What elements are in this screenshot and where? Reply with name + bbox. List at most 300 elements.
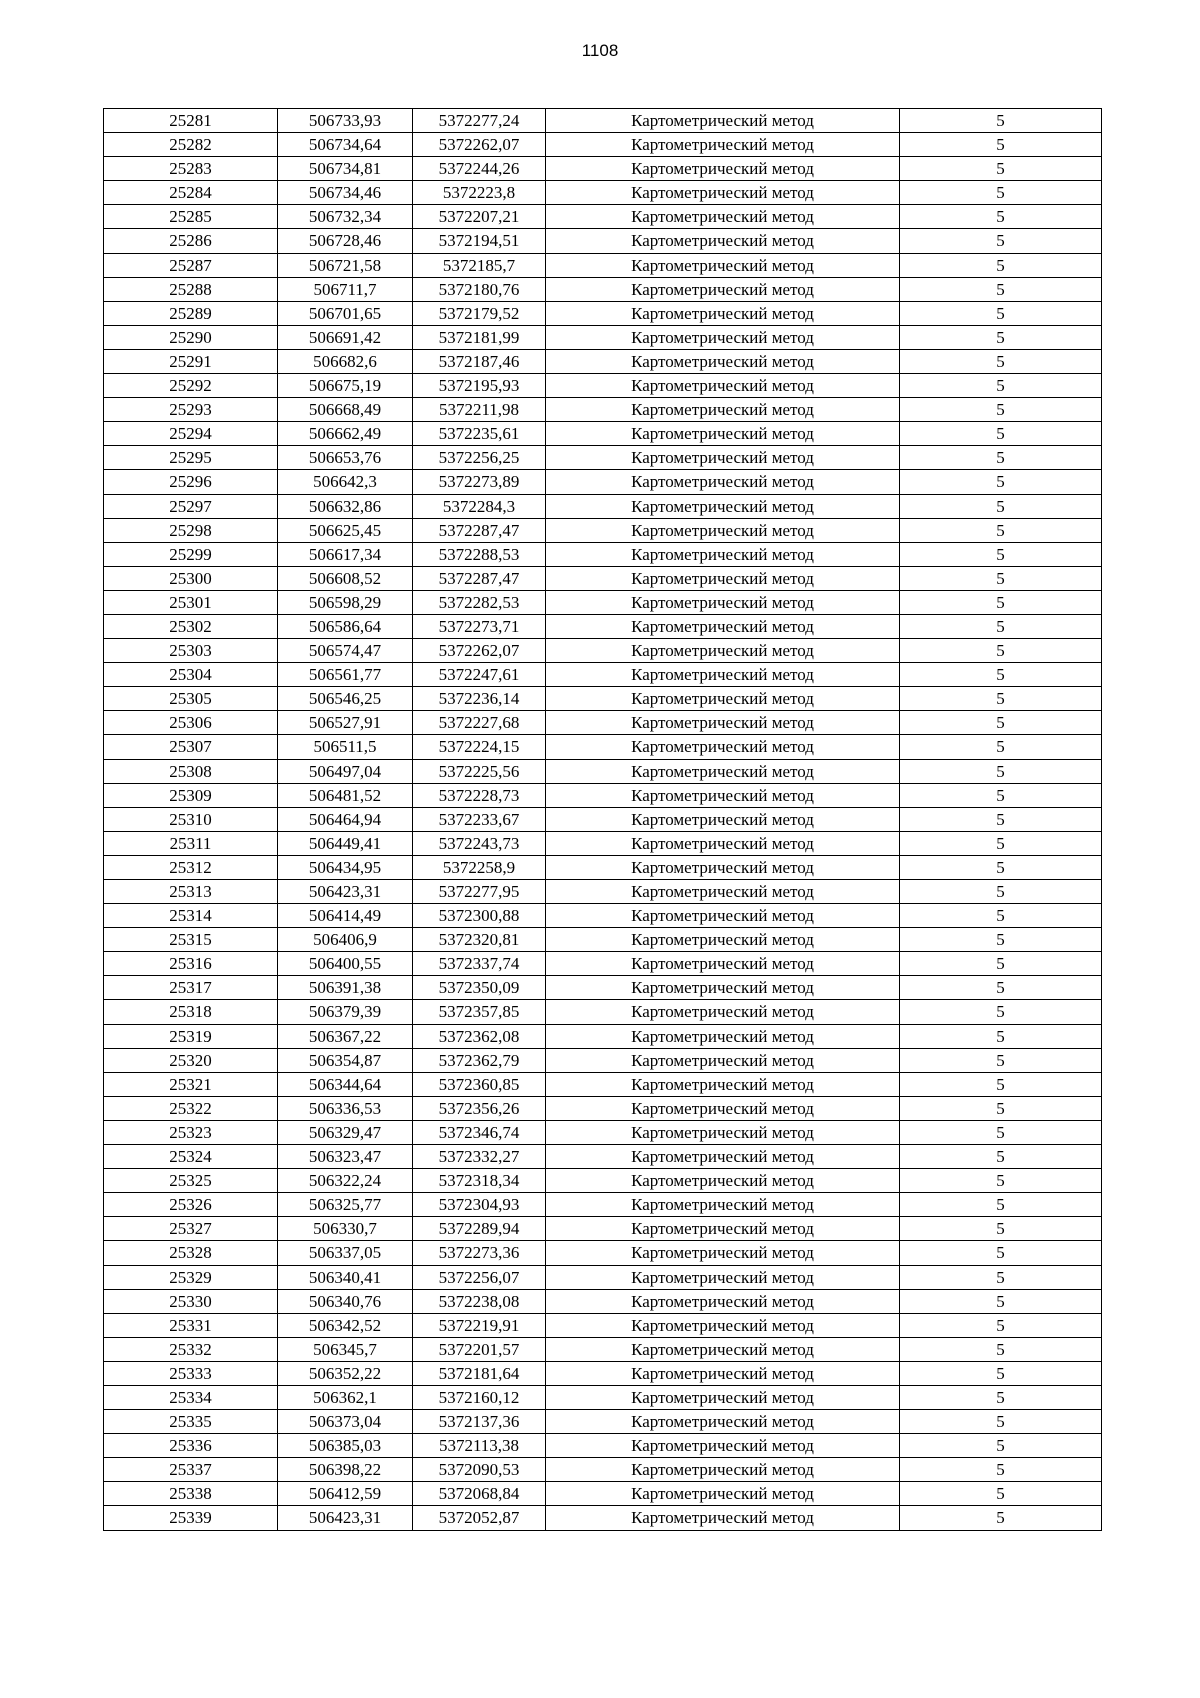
table-row [104,1072,1102,1096]
x-coordinate-cell: 506574,47 [278,639,413,663]
y-coordinate-cell: 5372185,7 [413,253,546,277]
point-number-cell: 25325 [104,1169,278,1193]
point-number-cell: 25289 [104,301,278,325]
method-cell: Картометрический метод [546,687,900,711]
x-coordinate-cell: 506668,49 [278,398,413,422]
accuracy-cell: 5 [900,1096,1102,1120]
accuracy-cell: 5 [900,1241,1102,1265]
accuracy-cell: 5 [900,1193,1102,1217]
method-cell: Картометрический метод [546,1048,900,1072]
accuracy-cell: 5 [900,1169,1102,1193]
x-coordinate-cell: 506497,04 [278,759,413,783]
point-number-cell: 25308 [104,759,278,783]
y-coordinate-cell: 5372238,08 [413,1289,546,1313]
table-row [104,446,1102,470]
x-coordinate-cell: 506598,29 [278,590,413,614]
point-number-cell: 25315 [104,928,278,952]
y-coordinate-cell: 5372233,67 [413,807,546,831]
point-number-cell: 25293 [104,398,278,422]
x-coordinate-cell: 506414,49 [278,904,413,928]
accuracy-cell: 5 [900,614,1102,638]
point-number-cell: 25321 [104,1072,278,1096]
method-cell: Картометрический метод [546,1193,900,1217]
accuracy-cell: 5 [900,1434,1102,1458]
method-cell: Картометрический метод [546,1265,900,1289]
x-coordinate-cell: 506511,5 [278,735,413,759]
accuracy-cell: 5 [900,663,1102,687]
y-coordinate-cell: 5372318,34 [413,1169,546,1193]
point-number-cell: 25309 [104,783,278,807]
x-coordinate-cell: 506323,47 [278,1145,413,1169]
method-cell: Картометрический метод [546,398,900,422]
x-coordinate-cell: 506344,64 [278,1072,413,1096]
accuracy-cell: 5 [900,783,1102,807]
accuracy-cell: 5 [900,759,1102,783]
table-row [104,133,1102,157]
accuracy-cell: 5 [900,639,1102,663]
x-coordinate-cell: 506342,52 [278,1313,413,1337]
y-coordinate-cell: 5372284,3 [413,494,546,518]
method-cell: Картометрический метод [546,1024,900,1048]
table-row [104,952,1102,976]
y-coordinate-cell: 5372277,95 [413,880,546,904]
x-coordinate-cell: 506691,42 [278,325,413,349]
method-cell: Картометрический метод [546,590,900,614]
method-cell: Картометрический метод [546,229,900,253]
y-coordinate-cell: 5372337,74 [413,952,546,976]
method-cell: Картометрический метод [546,301,900,325]
point-number-cell: 25318 [104,1000,278,1024]
y-coordinate-cell: 5372258,9 [413,855,546,879]
x-coordinate-cell: 506546,25 [278,687,413,711]
table-row [104,1385,1102,1409]
x-coordinate-cell: 506412,59 [278,1482,413,1506]
table-row [104,880,1102,904]
table-row [104,1193,1102,1217]
y-coordinate-cell: 5372262,07 [413,639,546,663]
table-row [104,1145,1102,1169]
table-row [104,542,1102,566]
table-row [104,1289,1102,1313]
x-coordinate-cell: 506322,24 [278,1169,413,1193]
point-number-cell: 25298 [104,518,278,542]
x-coordinate-cell: 506625,45 [278,518,413,542]
point-number-cell: 25303 [104,639,278,663]
method-cell: Картометрический метод [546,205,900,229]
y-coordinate-cell: 5372346,74 [413,1120,546,1144]
method-cell: Картометрический метод [546,133,900,157]
method-cell: Картометрический метод [546,1482,900,1506]
y-coordinate-cell: 5372227,68 [413,711,546,735]
y-coordinate-cell: 5372181,99 [413,325,546,349]
y-coordinate-cell: 5372273,89 [413,470,546,494]
method-cell: Картометрический метод [546,1385,900,1409]
table-row [104,735,1102,759]
accuracy-cell: 5 [900,253,1102,277]
y-coordinate-cell: 5372228,73 [413,783,546,807]
y-coordinate-cell: 5372277,24 [413,109,546,133]
point-number-cell: 25339 [104,1506,278,1530]
method-cell: Картометрический метод [546,1072,900,1096]
y-coordinate-cell: 5372256,25 [413,446,546,470]
accuracy-cell: 5 [900,566,1102,590]
point-number-cell: 25329 [104,1265,278,1289]
method-cell: Картометрический метод [546,1313,900,1337]
x-coordinate-cell: 506398,22 [278,1458,413,1482]
table-row [104,639,1102,663]
point-number-cell: 25326 [104,1193,278,1217]
x-coordinate-cell: 506464,94 [278,807,413,831]
x-coordinate-cell: 506586,64 [278,614,413,638]
x-coordinate-cell: 506423,31 [278,1506,413,1530]
y-coordinate-cell: 5372235,61 [413,422,546,446]
method-cell: Картометрический метод [546,1289,900,1313]
x-coordinate-cell: 506406,9 [278,928,413,952]
point-number-cell: 25322 [104,1096,278,1120]
table-row [104,663,1102,687]
x-coordinate-cell: 506608,52 [278,566,413,590]
point-number-cell: 25294 [104,422,278,446]
method-cell: Картометрический метод [546,711,900,735]
x-coordinate-cell: 506632,86 [278,494,413,518]
point-number-cell: 25301 [104,590,278,614]
accuracy-cell: 5 [900,277,1102,301]
x-coordinate-cell: 506701,65 [278,301,413,325]
point-number-cell: 25332 [104,1337,278,1361]
y-coordinate-cell: 5372113,38 [413,1434,546,1458]
table-row [104,1217,1102,1241]
point-number-cell: 25283 [104,157,278,181]
accuracy-cell: 5 [900,542,1102,566]
method-cell: Картометрический метод [546,1506,900,1530]
point-number-cell: 25307 [104,735,278,759]
x-coordinate-cell: 506662,49 [278,422,413,446]
table-row [104,1313,1102,1337]
point-number-cell: 25314 [104,904,278,928]
accuracy-cell: 5 [900,205,1102,229]
point-number-cell: 25297 [104,494,278,518]
y-coordinate-cell: 5372090,53 [413,1458,546,1482]
x-coordinate-cell: 506367,22 [278,1024,413,1048]
y-coordinate-cell: 5372287,47 [413,566,546,590]
x-coordinate-cell: 506400,55 [278,952,413,976]
accuracy-cell: 5 [900,518,1102,542]
table-row [104,566,1102,590]
coordinates-table [103,108,1102,1531]
x-coordinate-cell: 506481,52 [278,783,413,807]
table-row [104,855,1102,879]
accuracy-cell: 5 [900,687,1102,711]
y-coordinate-cell: 5372287,47 [413,518,546,542]
method-cell: Картометрический метод [546,831,900,855]
method-cell: Картометрический метод [546,1169,900,1193]
accuracy-cell: 5 [900,1289,1102,1313]
x-coordinate-cell: 506379,39 [278,1000,413,1024]
x-coordinate-cell: 506340,76 [278,1289,413,1313]
point-number-cell: 25330 [104,1289,278,1313]
method-cell: Картометрический метод [546,976,900,1000]
table-row [104,301,1102,325]
accuracy-cell: 5 [900,735,1102,759]
accuracy-cell: 5 [900,1410,1102,1434]
point-number-cell: 25304 [104,663,278,687]
y-coordinate-cell: 5372211,98 [413,398,546,422]
table-row [104,325,1102,349]
accuracy-cell: 5 [900,1385,1102,1409]
method-cell: Картометрический метод [546,349,900,373]
method-cell: Картометрический метод [546,952,900,976]
point-number-cell: 25310 [104,807,278,831]
accuracy-cell: 5 [900,1048,1102,1072]
point-number-cell: 25337 [104,1458,278,1482]
method-cell: Картометрический метод [546,446,900,470]
table-row [104,1361,1102,1385]
accuracy-cell: 5 [900,422,1102,446]
x-coordinate-cell: 506732,34 [278,205,413,229]
method-cell: Картометрический метод [546,1217,900,1241]
y-coordinate-cell: 5372052,87 [413,1506,546,1530]
point-number-cell: 25299 [104,542,278,566]
x-coordinate-cell: 506434,95 [278,855,413,879]
accuracy-cell: 5 [900,325,1102,349]
method-cell: Картометрический метод [546,759,900,783]
x-coordinate-cell: 506330,7 [278,1217,413,1241]
point-number-cell: 25334 [104,1385,278,1409]
y-coordinate-cell: 5372332,27 [413,1145,546,1169]
table-row [104,711,1102,735]
point-number-cell: 25331 [104,1313,278,1337]
y-coordinate-cell: 5372288,53 [413,542,546,566]
point-number-cell: 25324 [104,1145,278,1169]
method-cell: Картометрический метод [546,1434,900,1458]
table-row [104,494,1102,518]
y-coordinate-cell: 5372357,85 [413,1000,546,1024]
accuracy-cell: 5 [900,109,1102,133]
method-cell: Картометрический метод [546,1096,900,1120]
accuracy-cell: 5 [900,1337,1102,1361]
point-number-cell: 25320 [104,1048,278,1072]
x-coordinate-cell: 506352,22 [278,1361,413,1385]
point-number-cell: 25300 [104,566,278,590]
table-row [104,1410,1102,1434]
method-cell: Картометрический метод [546,422,900,446]
y-coordinate-cell: 5372194,51 [413,229,546,253]
table-row [104,928,1102,952]
y-coordinate-cell: 5372243,73 [413,831,546,855]
accuracy-cell: 5 [900,1458,1102,1482]
point-number-cell: 25288 [104,277,278,301]
table-row [104,1482,1102,1506]
method-cell: Картометрический метод [546,807,900,831]
x-coordinate-cell: 506336,53 [278,1096,413,1120]
point-number-cell: 25313 [104,880,278,904]
y-coordinate-cell: 5372236,14 [413,687,546,711]
y-coordinate-cell: 5372160,12 [413,1385,546,1409]
method-cell: Картометрический метод [546,277,900,301]
x-coordinate-cell: 506561,77 [278,663,413,687]
table-row [104,1265,1102,1289]
x-coordinate-cell: 506385,03 [278,1434,413,1458]
y-coordinate-cell: 5372304,93 [413,1193,546,1217]
point-number-cell: 25285 [104,205,278,229]
y-coordinate-cell: 5372224,15 [413,735,546,759]
table-row [104,1337,1102,1361]
table-row [104,205,1102,229]
y-coordinate-cell: 5372068,84 [413,1482,546,1506]
x-coordinate-cell: 506391,38 [278,976,413,1000]
point-number-cell: 25302 [104,614,278,638]
table-row [104,229,1102,253]
table-row [104,1241,1102,1265]
x-coordinate-cell: 506423,31 [278,880,413,904]
accuracy-cell: 5 [900,349,1102,373]
table-row [104,422,1102,446]
method-cell: Картометрический метод [546,1361,900,1385]
table-row [104,759,1102,783]
y-coordinate-cell: 5372273,36 [413,1241,546,1265]
method-cell: Картометрический метод [546,470,900,494]
accuracy-cell: 5 [900,880,1102,904]
x-coordinate-cell: 506362,1 [278,1385,413,1409]
method-cell: Картометрический метод [546,494,900,518]
accuracy-cell: 5 [900,1313,1102,1337]
x-coordinate-cell: 506325,77 [278,1193,413,1217]
point-number-cell: 25286 [104,229,278,253]
y-coordinate-cell: 5372282,53 [413,590,546,614]
method-cell: Картометрический метод [546,1410,900,1434]
accuracy-cell: 5 [900,904,1102,928]
method-cell: Картометрический метод [546,1337,900,1361]
y-coordinate-cell: 5372207,21 [413,205,546,229]
table-row [104,1169,1102,1193]
accuracy-cell: 5 [900,1024,1102,1048]
method-cell: Картометрический метод [546,928,900,952]
y-coordinate-cell: 5372195,93 [413,374,546,398]
y-coordinate-cell: 5372181,64 [413,1361,546,1385]
y-coordinate-cell: 5372244,26 [413,157,546,181]
accuracy-cell: 5 [900,1506,1102,1530]
x-coordinate-cell: 506373,04 [278,1410,413,1434]
accuracy-cell: 5 [900,1361,1102,1385]
method-cell: Картометрический метод [546,735,900,759]
accuracy-cell: 5 [900,855,1102,879]
accuracy-cell: 5 [900,1217,1102,1241]
method-cell: Картометрический метод [546,1000,900,1024]
point-number-cell: 25287 [104,253,278,277]
accuracy-cell: 5 [900,229,1102,253]
y-coordinate-cell: 5372256,07 [413,1265,546,1289]
x-coordinate-cell: 506449,41 [278,831,413,855]
point-number-cell: 25327 [104,1217,278,1241]
x-coordinate-cell: 506733,93 [278,109,413,133]
table-row [104,470,1102,494]
accuracy-cell: 5 [900,470,1102,494]
table-row [104,1048,1102,1072]
y-coordinate-cell: 5372362,79 [413,1048,546,1072]
point-number-cell: 25336 [104,1434,278,1458]
method-cell: Картометрический метод [546,325,900,349]
x-coordinate-cell: 506728,46 [278,229,413,253]
point-number-cell: 25292 [104,374,278,398]
method-cell: Картометрический метод [546,783,900,807]
point-number-cell: 25316 [104,952,278,976]
table-row [104,904,1102,928]
accuracy-cell: 5 [900,1120,1102,1144]
point-number-cell: 25282 [104,133,278,157]
x-coordinate-cell: 506734,46 [278,181,413,205]
table-row [104,807,1102,831]
accuracy-cell: 5 [900,494,1102,518]
point-number-cell: 25328 [104,1241,278,1265]
accuracy-cell: 5 [900,976,1102,1000]
table-row [104,374,1102,398]
accuracy-cell: 5 [900,590,1102,614]
method-cell: Картометрический метод [546,542,900,566]
accuracy-cell: 5 [900,1145,1102,1169]
accuracy-cell: 5 [900,446,1102,470]
point-number-cell: 25312 [104,855,278,879]
table-row [104,157,1102,181]
method-cell: Картометрический метод [546,639,900,663]
table-row [104,1000,1102,1024]
accuracy-cell: 5 [900,301,1102,325]
y-coordinate-cell: 5372300,88 [413,904,546,928]
accuracy-cell: 5 [900,374,1102,398]
method-cell: Картометрический метод [546,181,900,205]
y-coordinate-cell: 5372187,46 [413,349,546,373]
table-row [104,687,1102,711]
point-number-cell: 25281 [104,109,278,133]
point-number-cell: 25305 [104,687,278,711]
method-cell: Картометрический метод [546,1145,900,1169]
y-coordinate-cell: 5372289,94 [413,1217,546,1241]
x-coordinate-cell: 506527,91 [278,711,413,735]
x-coordinate-cell: 506340,41 [278,1265,413,1289]
accuracy-cell: 5 [900,1482,1102,1506]
accuracy-cell: 5 [900,1265,1102,1289]
y-coordinate-cell: 5372350,09 [413,976,546,1000]
table-row [104,783,1102,807]
accuracy-cell: 5 [900,157,1102,181]
y-coordinate-cell: 5372273,71 [413,614,546,638]
table-row [104,831,1102,855]
x-coordinate-cell: 506734,81 [278,157,413,181]
accuracy-cell: 5 [900,398,1102,422]
x-coordinate-cell: 506653,76 [278,446,413,470]
method-cell: Картометрический метод [546,663,900,687]
method-cell: Картометрический метод [546,374,900,398]
x-coordinate-cell: 506617,34 [278,542,413,566]
method-cell: Картометрический метод [546,904,900,928]
method-cell: Картометрический метод [546,1241,900,1265]
table-row [104,181,1102,205]
x-coordinate-cell: 506642,3 [278,470,413,494]
method-cell: Картометрический метод [546,518,900,542]
accuracy-cell: 5 [900,133,1102,157]
y-coordinate-cell: 5372247,61 [413,663,546,687]
table-row [104,109,1102,133]
method-cell: Картометрический метод [546,109,900,133]
point-number-cell: 25333 [104,1361,278,1385]
point-number-cell: 25311 [104,831,278,855]
point-number-cell: 25296 [104,470,278,494]
y-coordinate-cell: 5372137,36 [413,1410,546,1434]
y-coordinate-cell: 5372262,07 [413,133,546,157]
table-row [104,277,1102,301]
table-row [104,398,1102,422]
point-number-cell: 25317 [104,976,278,1000]
x-coordinate-cell: 506345,7 [278,1337,413,1361]
